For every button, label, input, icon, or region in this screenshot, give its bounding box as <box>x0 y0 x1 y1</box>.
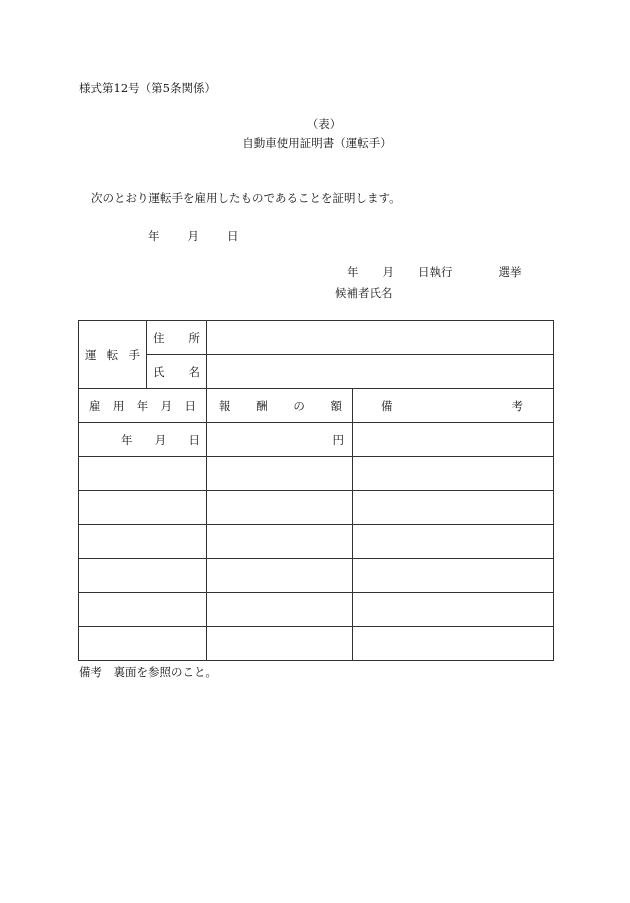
header-row <box>79 389 554 423</box>
employment-date-header <box>79 389 207 423</box>
date-year-label: 年 <box>148 229 160 243</box>
header-char: の <box>293 398 305 413</box>
table-row <box>79 457 554 491</box>
remarks-cell[interactable] <box>353 559 554 593</box>
certification-date-line <box>148 231 239 243</box>
document-title: 自動車使用証明書（運転手） <box>242 136 392 150</box>
table-row <box>79 559 554 593</box>
remarks-cell[interactable] <box>353 491 554 525</box>
driver-char: 運 <box>85 347 97 362</box>
name-label-char: 氏 <box>153 364 165 379</box>
form-number: 様式第12号（第5条関係） <box>79 81 216 95</box>
certification-statement: 次のとおり運転手を雇用したものであることを証明します。 <box>91 191 401 205</box>
compensation-cell[interactable] <box>207 627 353 661</box>
candidate-name-label: 候補者氏名 <box>335 286 393 300</box>
election-date-line <box>347 267 522 279</box>
compensation-cell[interactable] <box>207 491 353 525</box>
address-label-char: 所 <box>188 330 200 345</box>
remarks-cell[interactable] <box>353 525 554 559</box>
driver-char: 転 <box>106 347 119 362</box>
address-field[interactable] <box>207 321 554 355</box>
table-row <box>79 491 554 525</box>
certificate-table <box>78 320 554 661</box>
employment-date-cell[interactable] <box>79 525 207 559</box>
compensation-cell[interactable] <box>207 525 353 559</box>
table-row <box>79 593 554 627</box>
driver-label-cell <box>79 321 147 389</box>
table-row <box>79 627 554 661</box>
employment-date-cell[interactable] <box>79 559 207 593</box>
yen-label: 円 <box>332 432 344 447</box>
remarks-header <box>353 389 554 423</box>
address-label-cell <box>147 321 207 355</box>
header-char: 月 <box>160 398 173 413</box>
table-row <box>79 525 554 559</box>
election-label: 選挙 <box>498 265 522 279</box>
name-row <box>79 355 554 389</box>
compensation-cell[interactable] <box>207 593 353 627</box>
employment-date-cell[interactable] <box>79 423 207 457</box>
date-char: 日 <box>188 432 200 447</box>
header-char: 額 <box>330 398 342 413</box>
employment-date-cell[interactable] <box>79 627 207 661</box>
side-label: （表） <box>306 117 342 131</box>
name-label-char: 名 <box>188 364 200 379</box>
compensation-cell[interactable] <box>207 423 353 457</box>
remarks-cell[interactable] <box>353 423 554 457</box>
header-char: 用 <box>112 398 125 413</box>
remarks-cell[interactable] <box>353 627 554 661</box>
driver-char: 手 <box>128 347 140 362</box>
header-char: 備 <box>381 398 393 413</box>
date-char: 月 <box>154 432 167 447</box>
header-char: 雇 <box>89 398 101 413</box>
date-day-label: 日 <box>227 229 239 243</box>
compensation-cell[interactable] <box>207 559 353 593</box>
name-field[interactable] <box>207 355 554 389</box>
employment-date-cell[interactable] <box>79 491 207 525</box>
date-month-label: 月 <box>187 229 199 243</box>
date-char: 年 <box>121 432 133 447</box>
header-char: 酬 <box>256 398 268 413</box>
remarks-cell[interactable] <box>353 593 554 627</box>
remarks-cell[interactable] <box>353 457 554 491</box>
remarks-note: 備考 裏面を参照のこと。 <box>79 665 217 679</box>
election-month-label: 月 <box>382 265 394 279</box>
employment-date-cell[interactable] <box>79 457 207 491</box>
employment-date-cell[interactable] <box>79 593 207 627</box>
address-label-char: 住 <box>153 330 165 345</box>
header-char: 報 <box>219 398 231 413</box>
compensation-cell[interactable] <box>207 457 353 491</box>
address-row <box>79 321 554 355</box>
header-char: 日 <box>184 398 196 413</box>
election-day-exec-label: 日執行 <box>418 265 453 279</box>
header-char: 考 <box>511 398 523 413</box>
table-row <box>79 423 554 457</box>
header-char: 年 <box>136 398 149 413</box>
compensation-header <box>207 389 353 423</box>
election-year-label: 年 <box>347 265 359 279</box>
name-label-cell <box>147 355 207 389</box>
